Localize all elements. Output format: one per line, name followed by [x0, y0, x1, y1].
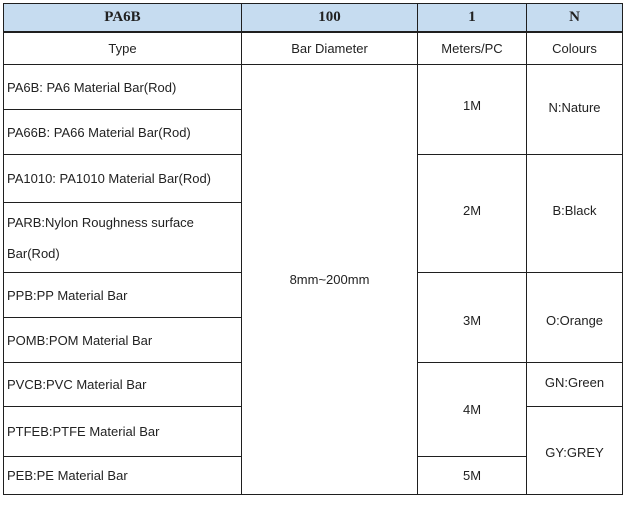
table-row — [4, 65, 623, 110]
code-type: PA6B — [4, 4, 242, 33]
type-ptfeb: PTFEB:PTFE Material Bar — [4, 407, 242, 457]
meters-2m: 2M — [418, 155, 527, 273]
type-pvcb: PVCB:PVC Material Bar — [4, 363, 242, 407]
product-code-table — [3, 3, 623, 495]
type-pomb: POMB:POM Material Bar — [4, 318, 242, 363]
meters-5m: 5M — [418, 457, 527, 495]
code-example-row — [4, 4, 623, 33]
header-bar-diameter: Bar Diameter — [242, 32, 418, 65]
type-peb: PEB:PE Material Bar — [4, 457, 242, 495]
code-length: 1 — [418, 4, 527, 33]
colour-black: B:Black — [527, 155, 623, 273]
type-ppb: PPB:PP Material Bar — [4, 273, 242, 318]
meters-1m: 1M — [418, 65, 527, 155]
colour-green: GN:Green — [527, 363, 623, 407]
type-parb: PARB:Nylon Roughness surface Bar(Rod) — [4, 203, 242, 273]
type-pa66b: PA66B: PA66 Material Bar(Rod) — [4, 110, 242, 155]
bar-diameter-range: 8mm~200mm — [242, 65, 418, 495]
header-meters-per-pc: Meters/PC — [418, 32, 527, 65]
header-colours: Colours — [527, 32, 623, 65]
code-colour: N — [527, 4, 623, 33]
type-pa6b: PA6B: PA6 Material Bar(Rod) — [4, 65, 242, 110]
header-row — [4, 32, 623, 65]
header-type: Type — [4, 32, 242, 65]
meters-4m: 4M — [418, 363, 527, 457]
colour-nature: N:Nature — [527, 65, 623, 155]
code-diameter: 100 — [242, 4, 418, 33]
colour-orange: O:Orange — [527, 273, 623, 363]
type-pa1010: PA1010: PA1010 Material Bar(Rod) — [4, 155, 242, 203]
product-code-table-container — [3, 3, 623, 495]
meters-3m: 3M — [418, 273, 527, 363]
colour-grey: GY:GREY — [527, 407, 623, 495]
